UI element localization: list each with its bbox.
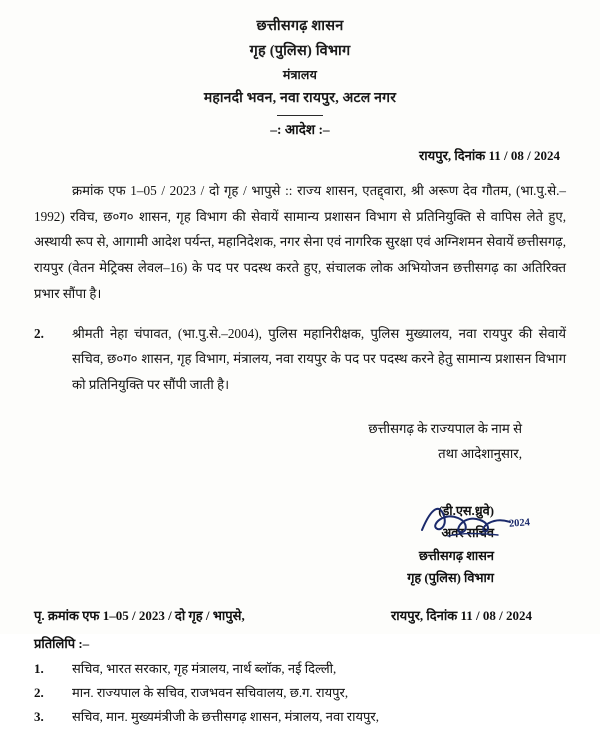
list-item-index: 2.: [34, 685, 44, 701]
header-state-government: छत्तीसगढ़ शासन: [256, 18, 344, 34]
header-address: महानदी भवन, नवा रायपुर, अटल नगर: [203, 91, 397, 107]
list-item: [34, 705, 566, 729]
header-ministry: मंत्रालय: [282, 68, 318, 83]
closing-line-1: छत्तीसगढ़ के राज्यपाल के नाम से: [368, 420, 522, 436]
paragraph-2: [34, 321, 566, 398]
list-item-text: मान. राज्यपाल के सचिव, राजभवन सचिवालय, छ.ग. रायपुर,: [72, 685, 349, 701]
closing-block: [34, 416, 566, 466]
list-item-index: 3.: [34, 709, 44, 725]
signatory-designation: अवर सचिव: [441, 526, 494, 541]
list-item-text: सचिव, भारत सरकार, गृह मंत्रालय, नार्थ ब्लॉक, नई दिल्ली,: [72, 661, 337, 677]
order-heading: –: आदेश :–: [270, 122, 330, 138]
footer-reference-row: [34, 606, 566, 624]
list-item: [34, 657, 566, 681]
paragraph-2-text: श्रीमती नेहा चंपावत, (भा.पु.से.–2004), पुलिस महानिरीक्षक, पुलिस मुख्यालय, नवा रायपुर की सेवायें सचिव, छ०ग० शासन, गृह विभाग, मंत्रालय, नवा रायपुर के पद पर पदस्थ करने हेतु सामान्य प्रशासन विभाग को प्रतिनियुक्ति पर सौंपी जाती है।: [72, 325, 566, 393]
place-date: रायपुर, दिनांक 11 / 08 / 2024: [418, 148, 560, 164]
copy-to-list: [34, 657, 566, 729]
closing-line-2: तथा आदेशानुसार,: [438, 445, 522, 461]
signatory-department: गृह (पुलिस) विभाग: [407, 571, 494, 586]
list-item-index: 1.: [34, 661, 44, 677]
signature-icon: [418, 500, 514, 540]
footer-reference-number: पृ. क्रमांक एफ 1–05 / 2023 / दो गृह / भापुसे,: [34, 608, 245, 624]
place-date-row: [34, 146, 560, 164]
paragraph-2-number: 2.: [34, 325, 44, 341]
signature-date: 2024: [508, 517, 531, 530]
copy-to-title: प्रतिलिपि :–: [34, 636, 90, 652]
header-department: गृह (पुलिस) विभाग: [249, 43, 351, 60]
document-header: [34, 16, 566, 140]
list-item-text: सचिव, मान. मुख्यमंत्रीजी के छत्तीसगढ़ शासन, मंत्रालय, नवा रायपुर,: [72, 709, 379, 725]
signatory-government: छत्तीसगढ़ शासन: [418, 548, 494, 563]
footer-place-date: रायपुर, दिनांक 11 / 08 / 2024: [390, 608, 532, 624]
paragraph-1: क्रमांक एफ 1–05 / 2023 / दो गृह / भापुसे :: राज्य शासन, एतद्द्वारा, श्री अरूण देव गौतम, (भा.पु.से.–1992) रविच, छ०ग० शासन, गृह विभाग की सेवायें सामान्य प्रशासन विभाग से प्रतिनियुक्ति से वापिस लेते हुए, अस्थायी रूप से, आगामी आदेश पर्यन्त, महानिदेशक, नगर सेना एवं नागरिक सुरक्षा एवं अग्निशमन सेवायें छत्तीसगढ़, रायपुर (वेतन मेट्रिक्स लेवल–16) के पद पर पदस्थ करते हुए, संचालक लोक अभियोजन छत्तीसगढ़ का अतिरिक्त प्रभार सौंपा है।: [34, 183, 566, 301]
signatory-name: (डी.एस.ध्रुवे): [438, 504, 494, 519]
list-item: [34, 681, 566, 705]
header-divider: [277, 115, 323, 116]
document-body: [34, 178, 566, 398]
signature-area: [34, 500, 566, 596]
